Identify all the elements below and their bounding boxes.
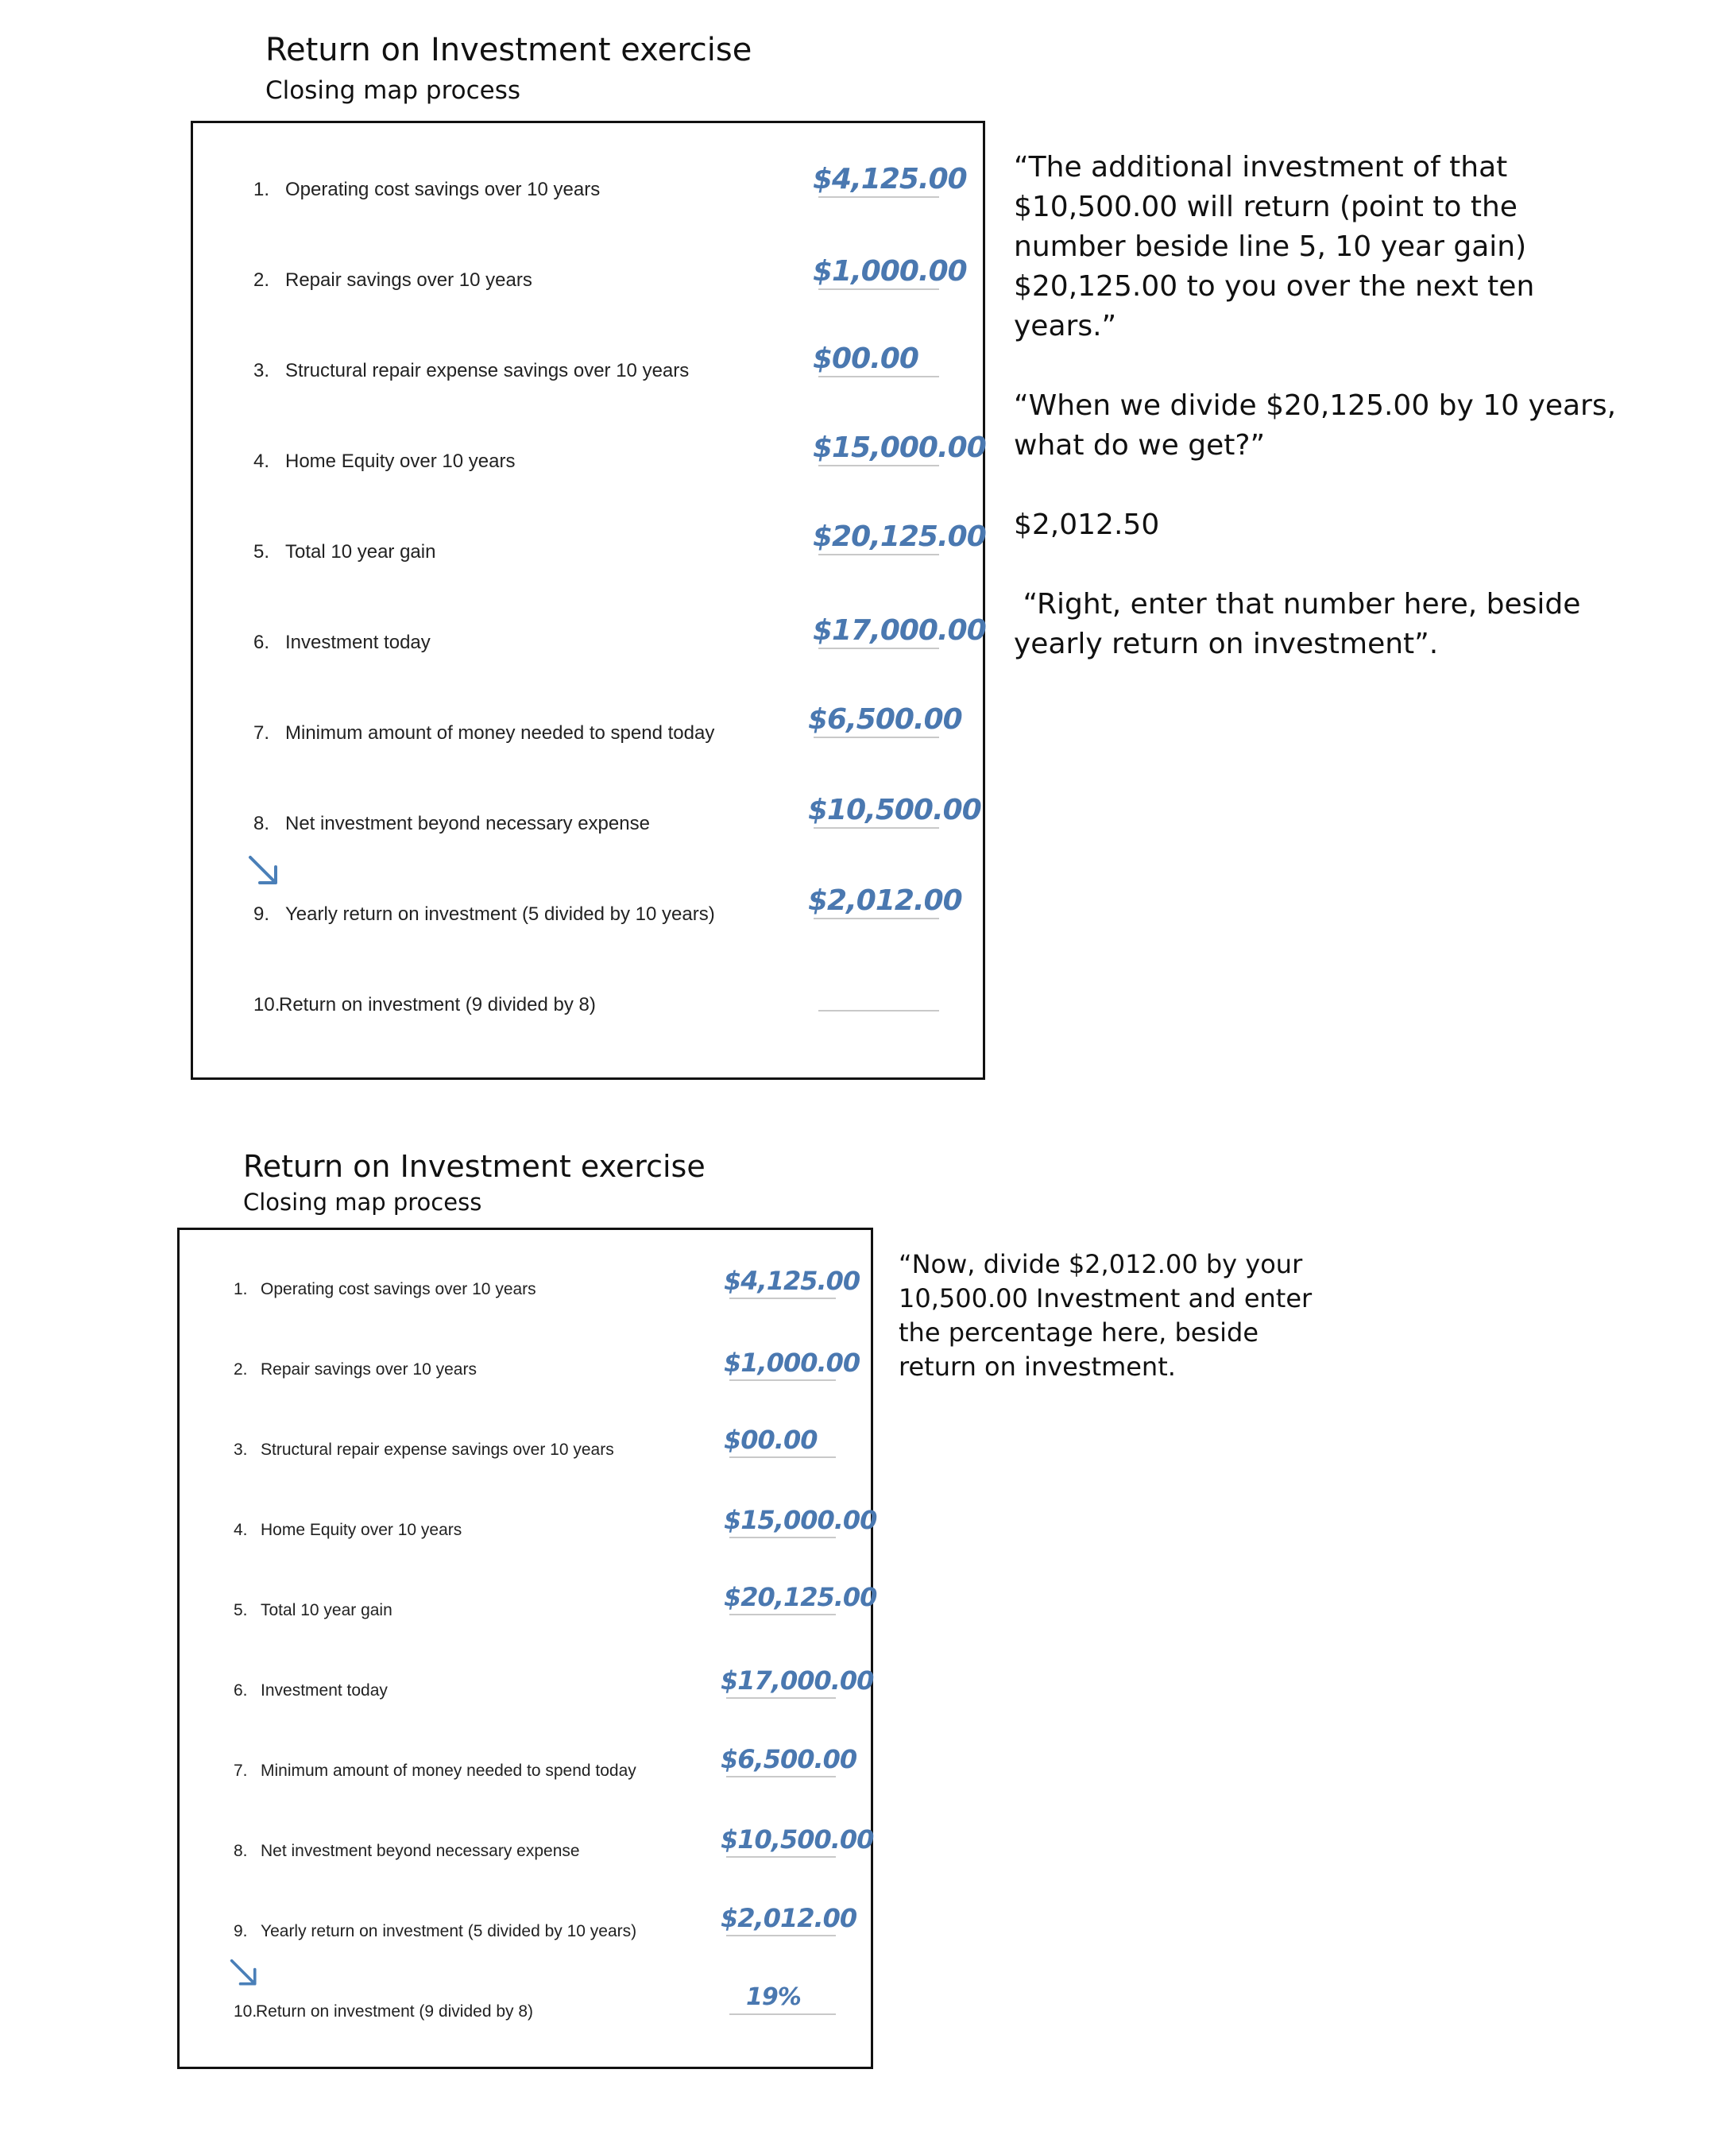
row-value[interactable]: $2,012.00 <box>721 1903 857 1933</box>
row-label: Home Equity over 10 years <box>285 451 516 472</box>
row-value[interactable]: $6,500.00 <box>808 703 962 736</box>
row-number: 1. <box>253 179 270 200</box>
value-underline <box>818 648 939 649</box>
value-underline <box>726 1935 836 1936</box>
value-underline <box>726 1697 836 1699</box>
row-number: 5. <box>234 1601 248 1619</box>
value-underline <box>726 1856 836 1858</box>
row-value[interactable]: $4,125.00 <box>813 163 967 195</box>
row-value[interactable]: $20,125.00 <box>724 1582 877 1612</box>
pointer-arrow-icon <box>229 1958 261 1990</box>
value-underline <box>818 288 939 290</box>
row-label: Repair savings over 10 years <box>261 1360 477 1379</box>
section-1-subtitle: Closing map process <box>265 76 521 105</box>
row-value[interactable]: $2,012.00 <box>808 884 962 917</box>
note-paragraph: “When we divide $20,125.00 by 10 years, what do we get?” <box>1014 389 1617 462</box>
note-paragraph: “The additional investment of that $10,500.00 will return (point to the number beside line 5, 10 year gain) $20,125.00 to you over the next ten years.” <box>1014 151 1535 342</box>
value-underline <box>726 1776 836 1777</box>
value-underline <box>818 376 939 377</box>
row-number: 1. <box>234 1280 248 1298</box>
note-paragraph: “Right, enter that number here, beside yearly return on investment”. <box>1014 588 1590 660</box>
row-value[interactable]: $00.00 <box>813 342 918 375</box>
row-value[interactable]: $00.00 <box>724 1425 818 1455</box>
value-underline <box>729 1537 836 1538</box>
row-label: Yearly return on investment (5 divided by 10 years) <box>261 1922 637 1940</box>
row-label: Total 10 year gain <box>261 1601 392 1619</box>
value-underline <box>729 1379 836 1381</box>
row-number: 7. <box>253 722 270 744</box>
row-label: Operating cost savings over 10 years <box>285 179 601 200</box>
value-underline <box>818 465 939 466</box>
row-number: 6. <box>234 1681 248 1700</box>
row-label: Return on investment (9 divided by 8) <box>279 994 596 1015</box>
row-number: 3. <box>253 360 270 381</box>
pointer-arrow-icon <box>247 854 282 889</box>
note-paragraph: $2,012.50 <box>1014 509 1160 541</box>
row-number: 8. <box>253 813 270 834</box>
row-label: Structural repair expense savings over 10 years <box>261 1441 614 1459</box>
row-label: Operating cost savings over 10 years <box>261 1280 536 1298</box>
row-value[interactable]: 19% <box>746 1983 801 2011</box>
row-value[interactable]: $15,000.00 <box>813 431 986 464</box>
row-number: 2. <box>234 1360 248 1379</box>
row-number: 6. <box>253 632 270 653</box>
row-value[interactable]: $6,500.00 <box>721 1744 857 1774</box>
row-label: Net investment beyond necessary expense <box>261 1842 580 1860</box>
row-value[interactable]: $1,000.00 <box>813 255 967 288</box>
row-value[interactable]: $20,125.00 <box>813 520 986 553</box>
section-2-worksheet <box>177 1228 877 2069</box>
row-value[interactable]: $4,125.00 <box>724 1266 860 1296</box>
value-underline <box>814 918 939 919</box>
section-2-script-notes <box>899 1247 1344 1384</box>
row-number: 4. <box>253 451 270 472</box>
row-label: Yearly return on investment (5 divided by 10 years) <box>285 903 715 925</box>
row-value[interactable]: $10,500.00 <box>808 794 981 826</box>
row-label: Investment today <box>285 632 431 653</box>
row-number: 9. <box>234 1922 248 1940</box>
row-number: 3. <box>234 1441 248 1459</box>
row-label: Total 10 year gain <box>285 541 436 563</box>
row-number: 2. <box>253 269 270 291</box>
value-underline <box>818 554 939 555</box>
row-label: Net investment beyond necessary expense <box>285 813 650 834</box>
row-label: Structural repair expense savings over 10 years <box>285 360 690 381</box>
row-label: Home Equity over 10 years <box>261 1521 462 1539</box>
row-number: 9. <box>253 903 270 925</box>
row-value[interactable]: $17,000.00 <box>813 614 986 647</box>
row-number: 5. <box>253 541 270 563</box>
section-1-worksheet <box>191 121 985 1080</box>
value-underline <box>818 1010 939 1011</box>
row-number: 7. <box>234 1762 248 1780</box>
row-number: 4. <box>234 1521 248 1539</box>
row-label: Investment today <box>261 1681 388 1700</box>
row-value[interactable]: $10,500.00 <box>721 1824 874 1855</box>
row-number: 8. <box>234 1842 248 1860</box>
value-underline <box>729 1298 836 1299</box>
row-label: Return on investment (9 divided by 8) <box>256 2002 534 2021</box>
note-paragraph: “Now, divide $2,012.00 by your 10,500.00 Investment and enter the percentage here, beside return on investment. <box>899 1249 1313 1382</box>
value-underline <box>818 196 939 198</box>
row-number: 10. <box>253 994 280 1015</box>
value-underline <box>729 1614 836 1615</box>
section-1-script-notes <box>1014 148 1618 664</box>
section-1-title: Return on Investment exercise <box>265 32 752 68</box>
value-underline <box>729 1456 836 1458</box>
row-number: 10. <box>234 2002 257 2021</box>
row-label: Repair savings over 10 years <box>285 269 532 291</box>
section-2-title: Return on Investment exercise <box>243 1149 706 1184</box>
row-value[interactable]: $1,000.00 <box>724 1348 860 1378</box>
value-underline <box>729 2013 836 2015</box>
row-label: Minimum amount of money needed to spend today <box>285 722 715 744</box>
value-underline <box>814 827 939 829</box>
row-value[interactable]: $15,000.00 <box>724 1505 877 1535</box>
row-value[interactable]: $17,000.00 <box>721 1665 874 1696</box>
row-label: Minimum amount of money needed to spend today <box>261 1762 636 1780</box>
value-underline <box>814 737 939 738</box>
section-2-subtitle: Closing map process <box>243 1189 482 1216</box>
